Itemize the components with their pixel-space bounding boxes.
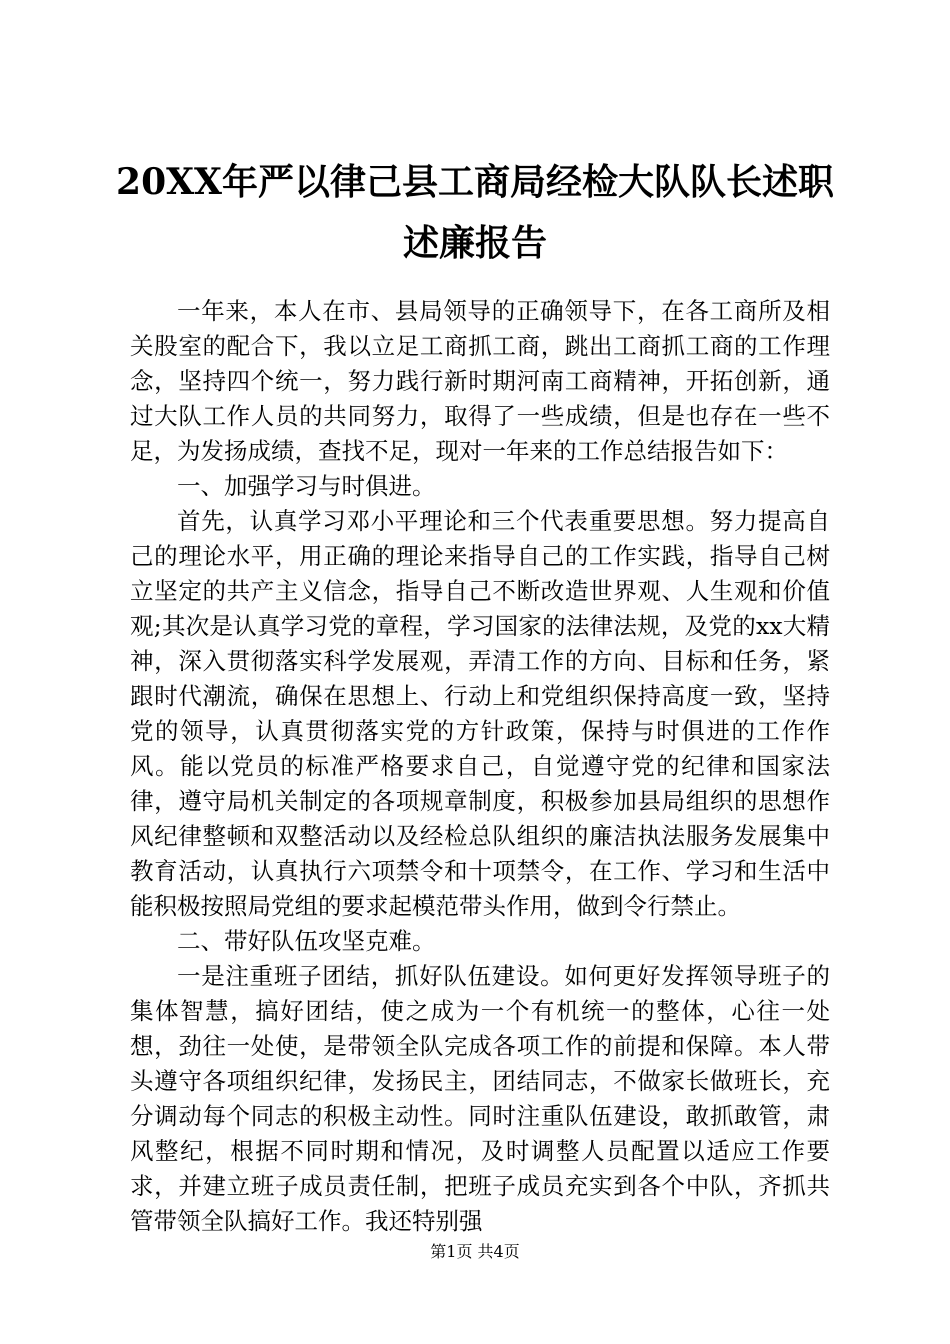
section-heading-1: 一、加强学习与时俱进。 bbox=[177, 472, 436, 500]
paragraph-study: 首先，认真学习邓小平理论和三个代表重要思想。努力提高自己的理论水平，用正确的理论来指导自己的工作实践，指导自己树立坚定的共产主义信念，指导自己不断改造世界观、人生观和价值观;其次是认真学习党的章程，学习国家的法律法规，及党的xx大精神，深入贯彻落实科学发展观，弄清工作的方向、目标和任务，紧跟时代潮流，确保在思想上、行动上和党组织保持高度一致，坚持党的领导，认真贯彻落实党的方针政策，保持与时俱进的工作作风。能以党员的标准严格要求自己，自觉遵守党的纪律和国家法律，遵守局机关制定的各项规章制度，积极参加县局组织的思想作风纪律整顿和双整活动以及经检总队组织的廉洁执法服务发展集中教育活动，认真执行六项禁令和十项禁令，在工作、学习和生活中能积极按照局党组的要求起模范带头作用，做到令行禁止。 bbox=[130, 507, 830, 920]
document-title-line-2: 述廉报告 bbox=[402, 222, 547, 264]
page-footer: 第1页 共4页 bbox=[430, 1242, 520, 1261]
document-body bbox=[130, 294, 830, 1239]
document-title-line-1: 20XX年严以律己县工商局经检大队队长述职 bbox=[116, 161, 834, 203]
section-heading-2: 二、带好队伍攻坚克难。 bbox=[177, 927, 436, 955]
paragraph-team: 一是注重班子团结，抓好队伍建设。如何更好发挥领导班子的集体智慧，搞好团结，使之成为一个有机统一的整体，心往一处想，劲往一处使，是带领全队完成各项工作的前提和保障。本人带头遵守各项组织纪律，发扬民主，团结同志，不做家长做班长，充分调动每个同志的积极主动性。同时注重队伍建设，敢抓敢管，肃风整纪，根据不同时期和情况，及时调整人员配置以适应工作要求，并建立班子成员责任制，把班子成员充实到各个中队，齐抓共管带领全队搞好工作。我还特别强 bbox=[130, 962, 830, 1235]
paragraph-intro: 一年来，本人在市、县局领导的正确领导下，在各工商所及相关股室的配合下，我以立足工商抓工商，跳出工商抓工商的工作理念，坚持四个统一，努力践行新时期河南工商精神，开拓创新，通过大队工作人员的共同努力，取得了一些成绩，但是也存在一些不足，为发扬成绩，查找不足，现对一年来的工作总结报告如下： bbox=[130, 297, 830, 465]
